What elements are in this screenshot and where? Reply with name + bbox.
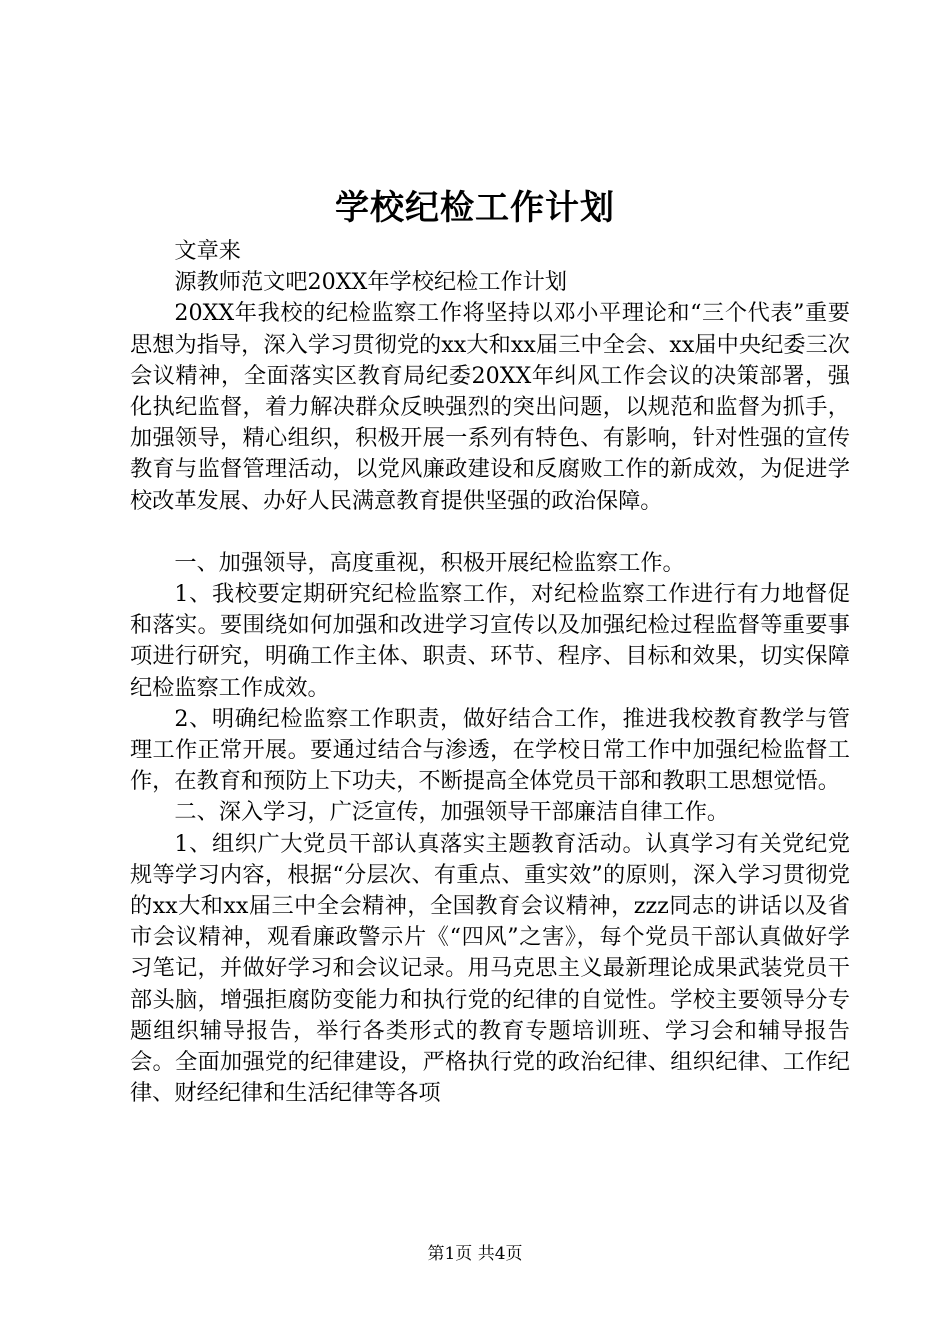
paragraph-item-2-1: 1、组织广大党员干部认真落实主题教育活动。认真学习有关党纪党规等学习内容，根据“分层次、有重点、重实效”的原则，深入学习贯彻党的xx大和xx届三中全会精神，全国教育会议精神，zzz同志的讲话以及省市会议精神，观看廉政警示片《“四风”之害》，每个党员干部认真做好学习笔记，并做好学习和会议记录。用马克思主义最新理论成果武装党员干部头脑，增强拒腐防变能力和执行党的纪律的自觉性。学校主要领导分专题组织辅导报告，举行各类形式的教育专题培训班、学习会和辅导报告会。全面加强党的纪律建设，严格执行党的政治纪律、组织纪律、工作纪律、财经纪律和生活纪律等各项 [130,830,850,1107]
paragraph-item-1-1: 1、我校要定期研究纪检监察工作，对纪检监察工作进行有力地督促和落实。要围绕如何加强和改进学习宣传以及加强纪检过程监督等重要事项进行研究，明确工作主体、职责、环节、程序、目标和效果，切实保障纪检监察工作成效。 [130,581,850,701]
paragraph-source-2: 源教师范文吧20XX年学校纪检工作计划 [174,269,568,296]
paragraph-item-1-2: 2、明确纪检监察工作职责，做好结合工作，推进我校教育教学与管理工作正常开展。要通过结合与渗透，在学校日常工作中加强纪检监督工作，在教育和预防上下功夫，不断提高全体党员干部和教职工思想觉悟。 [130,705,850,795]
section-heading-1: 一、加强领导，高度重视，积极开展纪检监察工作。 [174,549,685,576]
section-heading-2: 二、深入学习，广泛宣传，加强领导干部廉洁自律工作。 [174,799,730,826]
paragraph-gap [130,517,850,548]
paragraph-intro: 20XX年我校的纪检监察工作将坚持以邓小平理论和“三个代表”重要思想为指导，深入学习贯彻党的xx大和xx届三中全会、xx届中央纪委三次会议精神，全面落实区教育局纪委20XX年纠风工作会议的决策部署，强化执纪监督，着力解决群众反映强烈的突出问题，以规范和监督为抓手，加强领导，精心组织，积极开展一系列有特色、有影响，针对性强的宣传教育与监督管理活动，以党风廉政建设和反腐败工作的新成效，为促进学校改革发展、办好人民满意教育提供坚强的政治保障。 [130,300,850,514]
paragraph-source-1: 文章来 [174,238,241,264]
document-title: 学校纪检工作计划 [335,188,615,228]
document-body [130,236,850,1109]
page-number-footer: 第1页 共4页 [427,1244,523,1264]
